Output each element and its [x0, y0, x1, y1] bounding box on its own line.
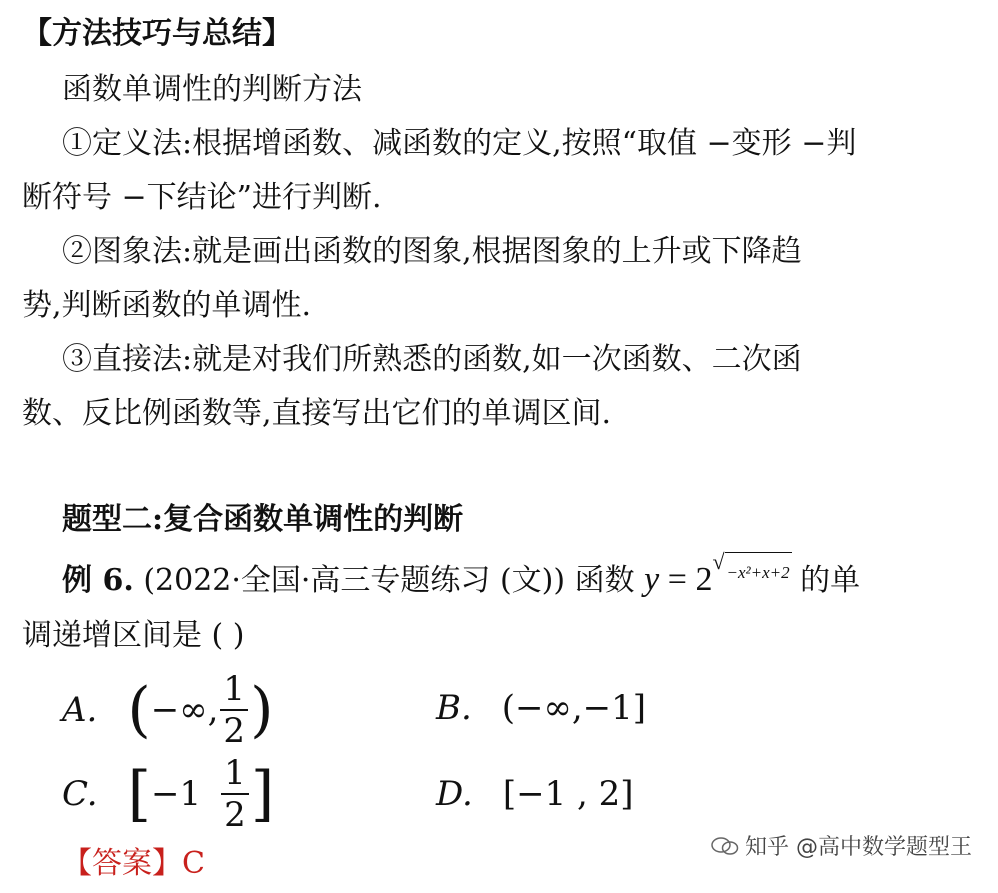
option-a-label: A. [62, 690, 98, 730]
wechat-icon [711, 836, 739, 856]
method2-line2: 势,判断函数的单调性. [22, 288, 312, 323]
example-line2: 调递增区间是 ( ) [22, 618, 245, 653]
watermark-text: 知乎 @高中数学题型王 [745, 835, 972, 860]
formula-base: 2 [695, 561, 713, 598]
answer-value: C [182, 846, 205, 881]
right-bracket-icon: ] [250, 759, 275, 829]
formula-exponent [712, 549, 791, 593]
right-paren-icon: ) [250, 675, 274, 745]
option-d-label: D. [436, 774, 473, 814]
option-a-numerator: 1 [220, 672, 248, 711]
example-formula [644, 549, 800, 598]
option-c-denominator: 2 [224, 795, 246, 835]
left-bracket-icon: [ [127, 759, 152, 829]
option-d[interactable] [436, 774, 634, 814]
section-title: 【方法技巧与总结】 [22, 16, 292, 51]
option-a-text: −∞, [150, 690, 219, 730]
method2-line1: ②图象法:就是画出函数的图象,根据图象的上升或下降趋 [62, 234, 802, 269]
method3-line1: ③直接法:就是对我们所熟悉的函数,如一次函数、二次函 [62, 342, 802, 377]
option-c-numerator: 1 [221, 756, 249, 795]
answer-label: 【答案】 [62, 846, 182, 881]
example-line1 [62, 549, 861, 613]
example-suffix: 的单 [800, 563, 861, 598]
formula-radicand: −x²+x+2 [725, 552, 792, 593]
type-heading: 题型二:复合函数单调性的判断 [62, 502, 464, 537]
example-source: (2022·全国·高三专题练习 (文)) 函数 [143, 563, 635, 598]
method1-line2: 断符号 −下结论”进行判断. [22, 180, 382, 215]
option-c-text: −1 [151, 774, 202, 814]
option-d-text: [−1 , 2] [502, 774, 634, 814]
answer-line [62, 844, 205, 884]
option-b[interactable] [436, 688, 646, 728]
option-a[interactable] [62, 669, 274, 751]
option-c-fraction [221, 753, 249, 835]
formula-var: y [644, 561, 660, 598]
method1-line1: ①定义法:根据增函数、减函数的定义,按照“取值 −变形 −判 [62, 126, 857, 161]
left-paren-icon: ( [127, 675, 151, 745]
example-label: 例 6. [62, 563, 134, 598]
option-b-text: (−∞,−1] [501, 688, 647, 728]
method3-line2: 数、反比例函数等,直接写出它们的单调区间. [22, 396, 612, 431]
option-a-denominator: 2 [223, 711, 246, 751]
method-heading: 函数单调性的判断方法 [62, 72, 362, 107]
option-c-label: C. [62, 774, 98, 814]
option-c[interactable] [62, 753, 275, 835]
formula-eq: = [667, 561, 687, 598]
watermark [711, 830, 972, 861]
option-a-fraction [220, 669, 248, 751]
sqrt-icon: √ [712, 549, 725, 574]
option-b-label: B. [436, 688, 472, 728]
